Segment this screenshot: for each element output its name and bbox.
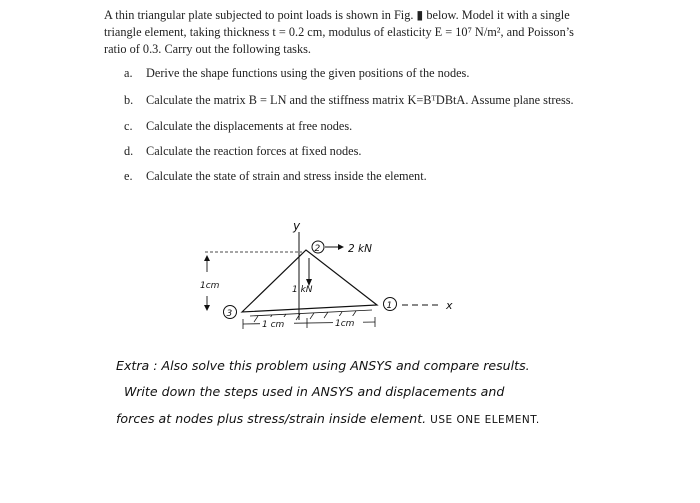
handwritten-line-1: Extra : Also solve this problem using ANSYS and compare results. <box>116 358 530 373</box>
handwritten-line-2: Write down the steps used in ANSYS and displacements and <box>124 384 505 399</box>
task-text: Calculate the state of strain and stress inside the element. <box>146 169 427 183</box>
task-label: b. <box>124 93 134 107</box>
load-horizontal-arrowhead <box>338 244 344 250</box>
node-2-label: 2 <box>314 244 321 254</box>
node-3-label: 3 <box>226 309 233 319</box>
right-dim-label: 1cm <box>335 319 355 329</box>
intro-line-1: A thin triangular plate subjected to point loads is shown in Fig. ▮ below. Model it with a single <box>104 8 570 22</box>
task-item-b <box>124 93 574 108</box>
problem-statement <box>104 7 644 58</box>
node-1-label: 1 <box>386 301 393 311</box>
task-text: Calculate the displacements at free nodes. <box>146 119 353 133</box>
task-text: Calculate the reaction forces at fixed nodes. <box>146 144 362 158</box>
handwritten-emphasis: USE ONE ELEMENT. <box>430 414 540 426</box>
task-label: d. <box>124 144 134 158</box>
x-axis-label: x <box>446 299 453 312</box>
intro-line-3: ratio of 0.3. Carry out the following tasks. <box>104 42 311 56</box>
task-text: Derive the shape functions using the given positions of the nodes. <box>146 66 470 80</box>
task-item-d <box>124 144 361 159</box>
task-item-e <box>124 169 427 184</box>
task-text: Calculate the matrix B = LN and the stiffness matrix K=BᵀDBtA. Assume plane stress. <box>146 93 574 107</box>
load-vertical-label: 1 kN <box>292 285 313 295</box>
y-axis-label: y <box>293 219 301 233</box>
height-dim-arrow-up <box>204 255 210 261</box>
height-dim-label: 1cm <box>200 281 220 291</box>
task-item-a <box>124 66 469 81</box>
height-dim-arrow-down <box>204 305 210 311</box>
task-item-c <box>124 119 352 134</box>
left-dim-label: 1 cm <box>262 320 285 330</box>
triangle-element-figure <box>180 212 480 342</box>
load-horizontal-label: 2 kN <box>348 243 372 255</box>
intro-line-2: triangle element, taking thickness t = 0.2 cm, modulus of elasticity E = 10⁷ N/m², and Poisson’s <box>104 25 574 39</box>
task-label: a. <box>124 66 133 80</box>
task-label: e. <box>124 169 133 183</box>
handwritten-line-3-wrap <box>116 411 540 426</box>
task-label: c. <box>124 119 133 133</box>
handwritten-line-3: forces at nodes plus stress/strain inside element. <box>116 411 427 426</box>
